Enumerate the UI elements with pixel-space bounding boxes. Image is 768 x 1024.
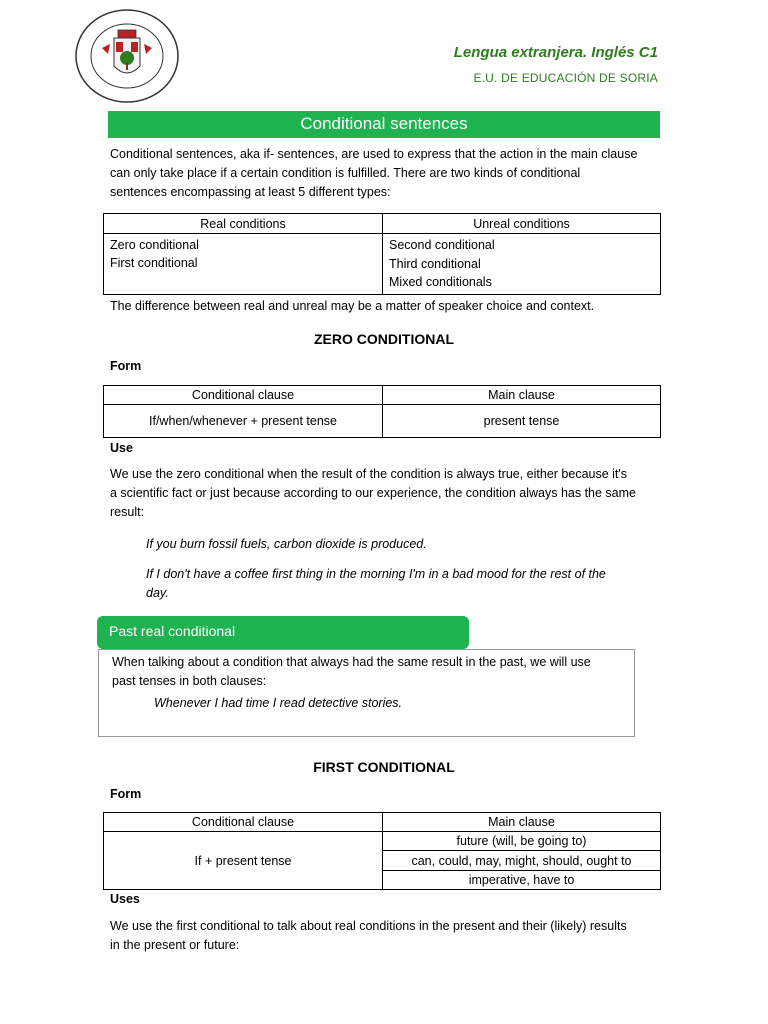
zero-heading: ZERO CONDITIONAL bbox=[314, 331, 454, 347]
zero-use-text bbox=[110, 465, 670, 522]
first-uses-label: Uses bbox=[110, 892, 140, 906]
first-header-main: Main clause bbox=[383, 813, 661, 832]
zero-example-1: If you burn fossil fuels, carbon dioxide is produced. bbox=[146, 537, 427, 551]
use-line: result: bbox=[110, 505, 145, 519]
first-form-label: Form bbox=[110, 787, 142, 801]
real-type: First conditional bbox=[110, 256, 198, 270]
past-real-example: Whenever I had time I read detective stories. bbox=[154, 696, 403, 710]
first-uses-text bbox=[110, 917, 680, 955]
use-line: a scientific fact or just because according to our experience, the condition always has the same bbox=[110, 486, 636, 500]
unreal-type: Second conditional bbox=[389, 238, 495, 252]
header-real: Real conditions bbox=[104, 214, 383, 234]
course-title: Lengua extranjera. Inglés C1 bbox=[453, 44, 658, 61]
first-main-cell: future (will, be going to) bbox=[383, 832, 661, 851]
zero-main-cell: present tense bbox=[383, 405, 661, 438]
zero-example-2 bbox=[146, 565, 656, 603]
uses-line: We use the first conditional to talk about real conditions in the present and their (likely) results bbox=[110, 919, 627, 933]
school-name: E.U. DE EDUCACIÓN DE SORIA bbox=[473, 71, 658, 85]
section-banner: Conditional sentences bbox=[108, 111, 660, 138]
zero-form-label: Form bbox=[110, 359, 142, 373]
zero-use-label: Use bbox=[110, 441, 133, 455]
first-heading: FIRST CONDITIONAL bbox=[313, 759, 455, 775]
uses-line: in the present or future: bbox=[110, 938, 240, 952]
intro-line: Conditional sentences, aka if- sentences, are used to express that the action in the main clause bbox=[110, 147, 638, 161]
example-line: day. bbox=[146, 586, 169, 600]
zero-condition-cell: If/when/whenever + present tense bbox=[104, 405, 383, 438]
zero-header-condition: Conditional clause bbox=[104, 386, 383, 405]
real-type: Zero conditional bbox=[110, 238, 199, 252]
types-table bbox=[103, 213, 661, 295]
intro-paragraph bbox=[110, 145, 670, 202]
past-real-tab: Past real conditional bbox=[97, 616, 469, 649]
zero-header-main: Main clause bbox=[383, 386, 661, 405]
past-real-line: past tenses in both clauses: bbox=[112, 674, 267, 688]
example-line: If I don't have a coffee first thing in the morning I'm in a bad mood for the rest of the bbox=[146, 567, 606, 581]
first-form-table bbox=[103, 812, 661, 890]
difference-note: The difference between real and unreal may be a matter of speaker choice and context. bbox=[110, 299, 595, 313]
intro-line: can only take place if a certain condition is fulfilled. There are two kinds of conditional bbox=[110, 166, 581, 180]
first-main-cell: imperative, have to bbox=[383, 871, 661, 890]
unreal-type: Third conditional bbox=[389, 256, 481, 271]
first-header-condition: Conditional clause bbox=[104, 813, 383, 832]
university-seal bbox=[74, 8, 180, 104]
first-main-cell: can, could, may, might, should, ought to bbox=[383, 851, 661, 871]
first-condition-cell: If + present tense bbox=[104, 832, 383, 890]
use-line: We use the zero conditional when the result of the condition is always true, either because it's bbox=[110, 467, 628, 481]
unreal-type: Mixed conditionals bbox=[389, 275, 492, 289]
zero-form-table bbox=[103, 385, 661, 438]
header-unreal: Unreal conditions bbox=[383, 214, 661, 234]
past-real-line: When talking about a condition that always had the same result in the past, we will use bbox=[112, 655, 591, 669]
intro-line: sentences encompassing at least 5 different types: bbox=[110, 185, 391, 199]
past-real-box bbox=[98, 649, 635, 737]
